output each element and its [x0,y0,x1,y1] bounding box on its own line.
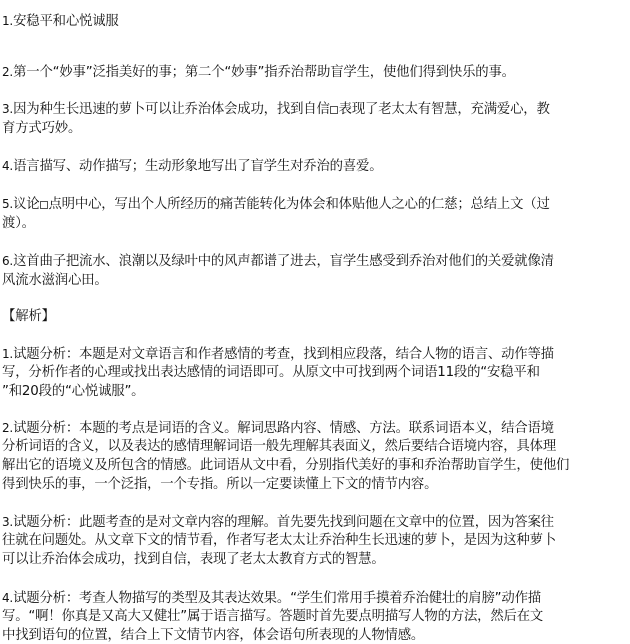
analysis-3-number: 3. [2,515,14,529]
analysis-2-line-4 [2,477,437,493]
analysis-4-line-1 [2,590,541,607]
answer-4-number: 4. [2,159,14,173]
answer-6-line-2 [2,273,108,289]
answer-6-text-b: 风流水滋润心田。 [2,273,108,288]
answer-3-text-a: 因为种生长迅速的萝卜可以让乔治体会成功，找到自信 [13,102,330,117]
analysis-4-text-b: 写。“啊！你真是又高大又健壮”属于语言描写。答题时首先要点明描写人物的方法，然后在文 [2,609,544,624]
analysis-1-line-2 [2,365,540,381]
answer-6-number: 6. [2,254,14,268]
jiexi-heading: 【解析】 [2,309,55,324]
analysis-1-text-b: 写，分析作者的心理或找出表达感情的词语即可。从原文中可找到两个词语11段的“安稳平和 [2,365,540,380]
answer-5-number: 5. [2,197,14,211]
analysis-3-text-b: 往就在问题处。从文章下文的情节看，作者写老太太让乔治种生长迅速的萝卜，是因为这种萝卜 [2,533,557,548]
analysis-4-line-2 [2,609,543,625]
analysis-3-line-1 [2,514,554,531]
answer-6-text-a: 这首曲子把流水、浪潮以及绿叶中的风声都谱了进去，盲学生感受到乔治对他们的关爱就像清 [13,254,554,269]
analysis-1-text-c: ”和20段的“心悦诚服”。 [2,384,145,399]
answer-5-line-2 [2,216,35,232]
answer-5-text-b: 点明中心，写出个人所经历的痛苦能转化为体会和体贴他人之心的仁慈；总结上文（过 [48,197,550,212]
analysis-1-line-1 [2,346,554,363]
analysis-2-text-d: 得到快乐的事，一个泛指，一个专指。所以一定要读懂上下文的情节内容。 [2,477,438,492]
answer-5-text-c: 渡）。 [2,216,35,231]
analysis-1-text-a: 试题分析：本题是对文章语言和作者感情的考查，找到相应段落，结合人物的语言、动作等描 [13,347,554,362]
missing-glyph-box [330,106,338,114]
analysis-2-line-3 [2,458,569,474]
analysis-2-text-b: 分析词语的含义，以及表达的感情理解词语一般先理解其表面义，然后要结合语境内容，具体理 [2,439,557,454]
analysis-4-line-3 [2,628,424,644]
analysis-2-text-a: 试题分析：本题的考点是词语的含义。解词思路内容、情感、方法。联系词语本义，结合语境 [13,421,554,436]
analysis-2-line-2 [2,439,556,455]
analysis-4-text-a: 试题分析：考查人物描写的类型及其表达效果。“学生们常用手摸着乔治健壮的肩膀”动作描 [13,591,541,606]
answer-4-text: 语言描写、动作描写；生动形象地写出了盲学生对乔治的喜爱。 [13,159,383,174]
answer-4-line-1 [2,158,382,175]
analysis-3-line-3 [2,552,385,568]
answer-2-number: 2. [2,65,14,79]
answer-3-line-1 [2,101,550,118]
answer-2-text: 第一个“妙事”泛指美好的事；第二个“妙事”指乔治帮助盲学生，使他们得到快乐的事。 [13,65,515,80]
answer-3-line-2 [2,121,81,137]
answer-3-number: 3. [2,102,14,116]
analysis-1-line-3 [2,384,144,400]
answer-3-text-c: 育方式巧妙。 [2,121,82,136]
analysis-3-text-a: 试题分析：此题考查的是对文章内容的理解。首先要先找到问题在文章中的位置，因为答案往 [13,515,554,530]
answer-5-text-a: 议论 [13,197,40,212]
analysis-4-number: 4. [2,591,14,605]
answer-6-line-1 [2,253,554,270]
analysis-2-text-c: 解出它的语境义及所包含的情感。此词语从文中看，分别指代美好的事和乔治帮助盲学生，使他们 [2,458,570,473]
analysis-3-text-c: 可以让乔治体会成功，找到自信，表现了老太太教育方式的智慧。 [2,552,385,567]
analysis-1-number: 1. [2,347,14,361]
missing-glyph-box [40,201,48,209]
answer-3-text-b: 表现了老太太有智慧，充满爱心，教 [338,102,550,117]
answer-5-line-1 [2,196,550,213]
answer-1-text: 安稳平和心悦诚服 [13,14,119,29]
answer-2-line-1 [2,64,515,81]
analysis-4-text-c: 中找到语句的位置，结合上下文情节内容，体会语句所表现的人物情感。 [2,628,425,643]
analysis-3-line-2 [2,533,556,549]
analysis-2-line-1 [2,420,554,437]
analysis-2-number: 2. [2,421,14,435]
answer-1-line-1 [2,13,119,30]
answer-1-number: 1. [2,14,14,28]
